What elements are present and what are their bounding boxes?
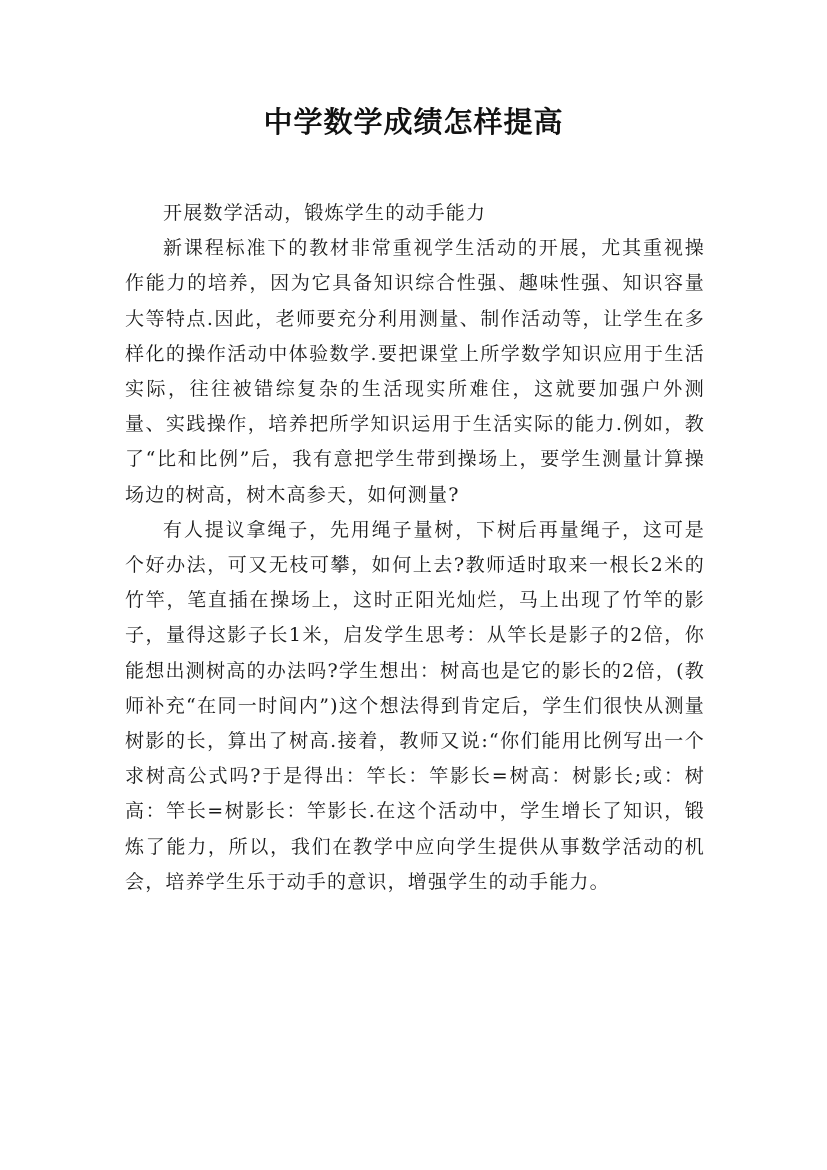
document-body — [125, 196, 705, 900]
section-heading: 开展数学活动，锻炼学生的动手能力 — [163, 202, 487, 224]
paragraph: 新课程标准下的教材非常重视学生活动的开展，尤其重视操作能力的培养，因为它具备知识综合性强、趣味性强、知识容量大等特点.因此，老师要充分利用测量、制作活动等，让学生在多样化的操作活动中体验数学.要把课堂上所学数学知识应用于生活实际，往往被错综复杂的生活现实所难住，这就要加强户外测量、实践操作，培养把所学知识运用于生活实际的能力.例如，教了“比和比例”后，我有意把学生带到操场上，要学生测量计算操场边的树高，树木高参天，如何测量? — [125, 237, 705, 506]
paragraph: 有人提议拿绳子，先用绳子量树，下树后再量绳子，这可是个好办法，可又无枝可攀，如何上去?教师适时取来一根长2米的竹竿，笔直插在操场上，这时正阳光灿烂，马上出现了竹竿的影子，量得这影子长1米，启发学生思考：从竿长是影子的2倍，你能想出测树高的办法吗?学生想出：树高也是它的影长的2倍，(教师补充“在同一时间内”)这个想法得到肯定后，学生们很快从测量树影的长，算出了树高.接着，教师又说:“你们能用比例写出一个求树高公式吗?于是得出：竿长：竿影长=树高：树影长;或：树高：竿长=树影长：竿影长.在这个活动中，学生增长了知识，锻炼了能力，所以，我们在教学中应向学生提供从事数学活动的机会，培养学生乐于动手的意识，增强学生的动手能力。 — [125, 518, 705, 893]
page-title: 中学数学成绩怎样提高 — [263, 105, 564, 139]
